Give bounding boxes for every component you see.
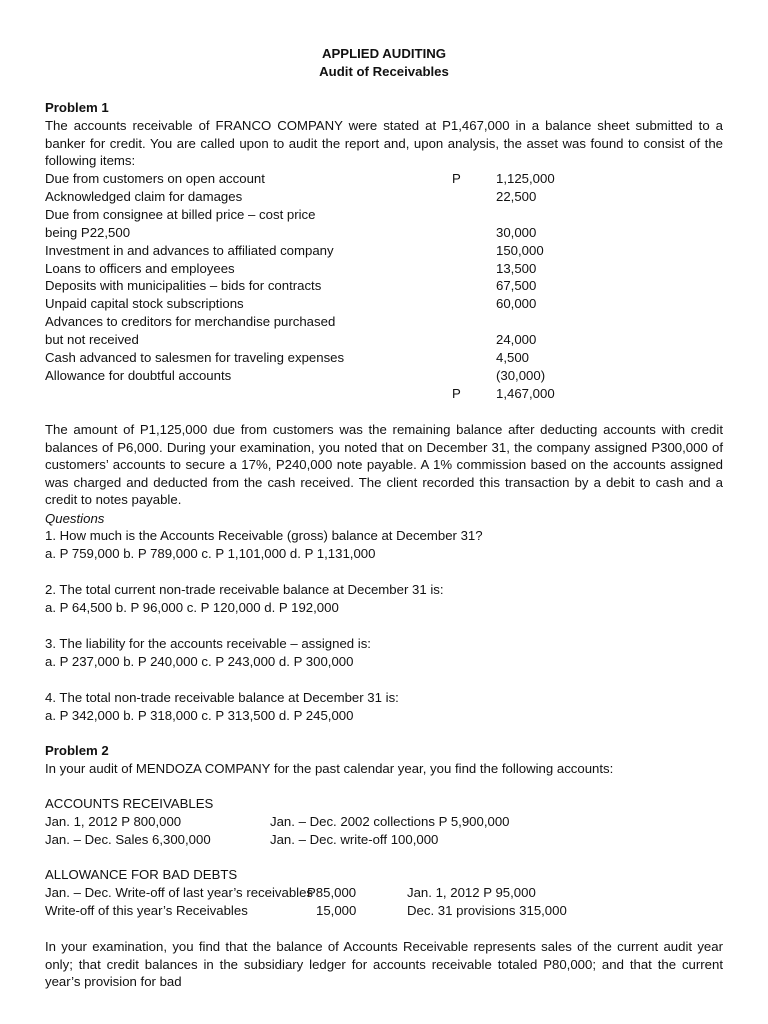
item-amount: 30,000 bbox=[496, 225, 537, 240]
allowance-debit-1: Jan. – Dec. Write-off of last year’s receivables bbox=[45, 885, 314, 900]
table-row bbox=[45, 206, 585, 224]
item-amount: 4,500 bbox=[496, 350, 530, 365]
item-amount: 13,500 bbox=[496, 261, 537, 276]
table-row bbox=[45, 313, 585, 331]
document-subtitle: Audit of Receivables bbox=[319, 64, 449, 79]
item-amount: (30,000) bbox=[496, 368, 546, 383]
problem1-narrative: The amount of P1,125,000 due from customers was the remaining balance after deducting accounts with credit balances of P6,000. During your examination, you noted that on December 31, the company assigned P300,000 of customers’ accounts to secure a 17%, P240,000 note payable. A 1% commission based on the accounts assigned was charged and deducted from the cash received. The client recorded this transaction by a debit to cash and a credit to notes payable. bbox=[45, 422, 723, 508]
table-row bbox=[45, 260, 585, 278]
ar-heading: ACCOUNTS RECEIVABLES bbox=[45, 796, 214, 811]
question-1-choices: a. P 759,000 b. P 789,000 c. P 1,101,000 d. P 1,131,000 bbox=[45, 546, 376, 561]
ar-debit-2: Jan. – Dec. Sales 6,300,000 bbox=[45, 832, 211, 847]
item-label: Allowance for doubtful accounts bbox=[45, 368, 232, 383]
item-currency: P bbox=[452, 171, 461, 186]
item-label: Loans to officers and employees bbox=[45, 261, 235, 276]
questions-heading: Questions bbox=[45, 511, 105, 526]
item-label: Deposits with municipalities – bids for contracts bbox=[45, 278, 322, 293]
allowance-credit-2: Dec. 31 provisions 315,000 bbox=[407, 903, 567, 918]
table-row bbox=[45, 224, 585, 242]
item-amount: 67,500 bbox=[496, 278, 537, 293]
problem2-closing: In your examination, you find that the balance of Accounts Receivable represents sales of the current audit year only; that credit balances in the subsidiary ledger for accounts receivable totaled P80,000; and that the current year’s provision for bad bbox=[45, 939, 723, 990]
table-row bbox=[45, 295, 585, 313]
allowance-debit-1-amount: P85,000 bbox=[307, 885, 357, 900]
ar-debit-1: Jan. 1, 2012 P 800,000 bbox=[45, 814, 182, 829]
document-title: APPLIED AUDITING bbox=[321, 46, 447, 61]
item-label: Unpaid capital stock subscriptions bbox=[45, 296, 244, 311]
ar-credit-1: Jan. – Dec. 2002 collections P 5,900,000 bbox=[270, 814, 510, 829]
ar-credit-2: Jan. – Dec. write-off 100,000 bbox=[270, 832, 439, 847]
table-row bbox=[45, 331, 585, 349]
table-total-row bbox=[45, 385, 585, 403]
total-currency: P bbox=[452, 386, 461, 401]
question-3: 3. The liability for the accounts receivable – assigned is: bbox=[45, 636, 371, 651]
item-amount: 24,000 bbox=[496, 332, 537, 347]
table-row bbox=[45, 349, 585, 367]
table-row bbox=[45, 242, 585, 260]
item-amount: 22,500 bbox=[496, 189, 537, 204]
item-label: Cash advanced to salesmen for traveling expenses bbox=[45, 350, 345, 365]
item-amount: 1,125,000 bbox=[496, 171, 555, 186]
item-amount: 150,000 bbox=[496, 243, 544, 258]
problem1-intro: The accounts receivable of FRANCO COMPANY were stated at P1,467,000 in a balance sheet submitted to a banker for credit. You are called upon to audit the report and, upon analysis, the asset was found to consist of the following items: bbox=[45, 118, 723, 169]
item-label: Advances to creditors for merchandise purchased bbox=[45, 314, 336, 329]
item-label: being P22,500 bbox=[45, 225, 131, 240]
question-3-choices: a. P 237,000 b. P 240,000 c. P 243,000 d. P 300,000 bbox=[45, 654, 354, 669]
question-2: 2. The total current non-trade receivable balance at December 31 is: bbox=[45, 582, 444, 597]
item-label: Due from customers on open account bbox=[45, 171, 265, 186]
item-label: Due from consignee at billed price – cost price bbox=[45, 207, 316, 222]
question-2-choices: a. P 64,500 b. P 96,000 c. P 120,000 d. P 192,000 bbox=[45, 600, 339, 615]
problem2-intro: In your audit of MENDOZA COMPANY for the past calendar year, you find the following accounts: bbox=[45, 761, 614, 776]
table-row bbox=[45, 170, 585, 188]
allowance-credit-1: Jan. 1, 2012 P 95,000 bbox=[407, 885, 536, 900]
table-row bbox=[45, 277, 585, 295]
allowance-debit-2-amount: 15,000 bbox=[316, 903, 357, 918]
table-row bbox=[45, 188, 585, 206]
total-amount: 1,467,000 bbox=[496, 386, 555, 401]
item-label: Acknowledged claim for damages bbox=[45, 189, 243, 204]
table-row bbox=[45, 367, 585, 385]
question-4: 4. The total non-trade receivable balance at December 31 is: bbox=[45, 690, 399, 705]
allowance-debit-2: Write-off of this year’s Receivables bbox=[45, 903, 248, 918]
question-4-choices: a. P 342,000 b. P 318,000 c. P 313,500 d. P 245,000 bbox=[45, 708, 354, 723]
item-label: but not received bbox=[45, 332, 139, 347]
item-amount: 60,000 bbox=[496, 296, 537, 311]
question-1: 1. How much is the Accounts Receivable (gross) balance at December 31? bbox=[45, 528, 483, 543]
problem1-heading: Problem 1 bbox=[45, 100, 109, 115]
allowance-heading: ALLOWANCE FOR BAD DEBTS bbox=[45, 867, 238, 882]
item-label: Investment in and advances to affiliated company bbox=[45, 243, 334, 258]
problem2-heading: Problem 2 bbox=[45, 743, 109, 758]
